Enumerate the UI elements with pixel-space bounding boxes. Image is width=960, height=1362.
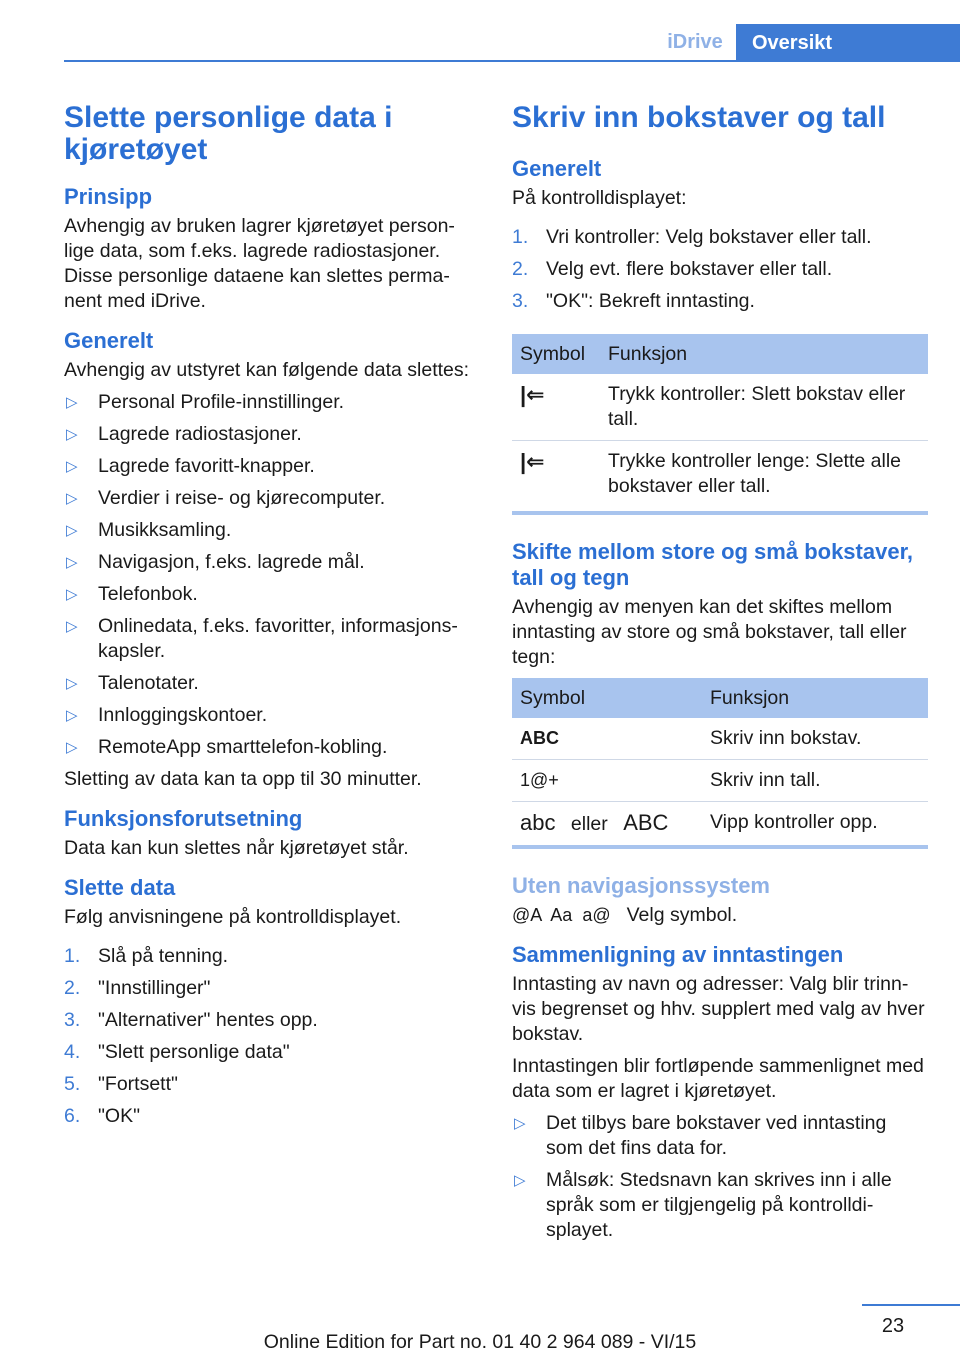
heading-general-right: Generelt xyxy=(512,156,602,181)
step-item: 2. "Innstillinger" xyxy=(64,977,211,999)
lowercase-icon: abc xyxy=(520,810,556,835)
numbers-mode-icon: 1@+ xyxy=(520,770,559,790)
general-right-intro: På kontrolldisplayet: xyxy=(512,187,687,209)
page-header xyxy=(64,0,960,62)
list-item: ▷ Talenotater. xyxy=(66,672,199,694)
list-item: ▷ Lagrede favoritt-knapper. xyxy=(66,455,315,477)
deletion-duration-note: Sletting av data kan ta opp til 30 minutter. xyxy=(64,768,422,790)
triangle-bullet-icon: ▷ xyxy=(66,618,78,635)
heading-delete-data: Slette data xyxy=(64,875,176,900)
table-row: 1@+ Skriv inn tall. xyxy=(512,760,928,802)
triangle-bullet-icon: ▷ xyxy=(66,675,78,692)
section-title-enter-letters: Skriv inn bokstaver og tall xyxy=(512,101,886,134)
delete-all-icon: |⇐ xyxy=(520,449,545,474)
step-item: 2. Velg evt. flere bokstaver eller tall. xyxy=(512,258,833,280)
header-rule xyxy=(64,60,960,62)
table-header-symbol: Symbol xyxy=(512,678,702,718)
triangle-bullet-icon: ▷ xyxy=(66,707,78,724)
select-symbol-text: Velg symbol. xyxy=(626,904,738,926)
triangle-bullet-icon: ▷ xyxy=(66,522,78,539)
deletable-data-list xyxy=(64,390,482,760)
list-item: ▷ Målsøk: Stedsnavn kan skrives inn i alle språk som er tilgjengelig på kontrolldi-splayet. xyxy=(514,1169,892,1241)
list-item: ▷ Innloggingskontoer. xyxy=(66,704,268,726)
triangle-bullet-icon: ▷ xyxy=(66,586,78,603)
heading-without-nav: Uten navigasjonssystem xyxy=(512,873,770,898)
requirement-text: Data kan kun slettes når kjøretøyet står. xyxy=(64,837,409,859)
table-header-function: Funksjon xyxy=(600,334,928,374)
table-row: abc eller ABC Vipp kontroller opp. xyxy=(512,802,928,848)
switch-case-text: Avhengig av menyen kan det skiftes mellom inntasting av store og små bokstaver, tall eller tegn: xyxy=(512,596,907,668)
uppercase-icon: ABC xyxy=(623,810,669,835)
delete-intro: Følg anvisningene på kontrolldisplayet. xyxy=(64,906,402,928)
triangle-bullet-icon: ▷ xyxy=(514,1115,526,1132)
triangle-bullet-icon: ▷ xyxy=(514,1172,526,1189)
heading-principle: Prinsipp xyxy=(64,184,153,209)
table-header-function: Funksjon xyxy=(702,678,928,718)
list-item: ▷ Navigasjon, f.eks. lagrede mål. xyxy=(66,551,365,573)
step-item: 3. "Alternativer" hentes opp. xyxy=(64,1009,318,1031)
edition-footer: Online Edition for Part no. 01 40 2 964 089 - VI/15 xyxy=(263,1331,697,1353)
principle-text: Avhengig av bruken lagrer kjøretøyet person-lige data, som f.eks. lagrede radiostasjoner. Disse personlige dataene kan slettes perma-nent med iDrive. xyxy=(64,215,455,312)
step-item: 5. "Fortsett" xyxy=(64,1073,178,1095)
list-item: ▷ RemoteApp smarttelefon-kobling. xyxy=(66,736,388,758)
general-intro: Avhengig av utstyret kan følgende data slettes: xyxy=(64,359,470,381)
list-item: ▷ Verdier i reise- og kjørecomputer. xyxy=(66,487,386,509)
compare-list xyxy=(512,1111,928,1243)
left-column xyxy=(64,102,482,1136)
heading-switch-case: Skifte mellom store og små bokstaver, tall og tegn xyxy=(512,539,914,590)
page-number: 23 xyxy=(881,1315,905,1337)
symbol-switch-icons: @A Aa a@ xyxy=(512,905,611,925)
heading-general: Generelt xyxy=(64,328,154,353)
select-symbol-row xyxy=(512,903,928,928)
triangle-bullet-icon: ▷ xyxy=(66,394,78,411)
list-item: ▷ Personal Profile-innstillinger. xyxy=(66,391,345,413)
list-item: ▷ Det tilbys bare bokstaver ved inntasting som det fins data for. xyxy=(514,1112,887,1159)
table-row: ABC Skriv inn bokstav. xyxy=(512,718,928,760)
list-item: ▷ Musikksamling. xyxy=(66,519,232,541)
compare-p1: Inntasting av navn og adresser: Valg blir trinn-vis begrenset og hhv. supplert med valg av hver bokstav. xyxy=(512,973,925,1045)
step-item: 6. "OK" xyxy=(64,1105,141,1127)
triangle-bullet-icon: ▷ xyxy=(66,490,78,507)
list-item: ▷ Lagrede radiostasjoner. xyxy=(66,423,302,445)
section-title-delete-personal-data: Slette personlige data i kjøretøyet xyxy=(64,101,393,166)
table-header-symbol: Symbol xyxy=(512,334,600,374)
footer-rule xyxy=(862,1304,960,1306)
triangle-bullet-icon: ▷ xyxy=(66,458,78,475)
triangle-bullet-icon: ▷ xyxy=(66,739,78,756)
tab-oversikt[interactable]: Oversikt xyxy=(736,24,960,62)
triangle-bullet-icon: ▷ xyxy=(66,554,78,571)
table-row: |⇐ Trykk kontroller: Slett bokstav eller tall. xyxy=(512,374,928,441)
delete-steps xyxy=(64,944,482,1129)
delete-character-icon: |⇐ xyxy=(520,382,545,407)
step-item: 4. "Slett personlige data" xyxy=(64,1041,290,1063)
input-steps xyxy=(512,225,928,314)
table-row: |⇐ Trykke kontroller lenge: Slette alle bokstaver eller tall. xyxy=(512,441,928,514)
delete-symbol-table xyxy=(512,334,928,515)
heading-requirement: Funksjonsforutsetning xyxy=(64,806,303,831)
right-column xyxy=(512,102,928,1250)
list-item: ▷ Telefonbok. xyxy=(66,583,198,605)
step-item: 3. "OK": Bekreft inntasting. xyxy=(512,290,755,312)
letters-mode-icon: ABC xyxy=(520,728,559,748)
step-item: 1. Slå på tenning. xyxy=(64,945,229,967)
tab-idrive[interactable]: iDrive xyxy=(667,31,723,53)
list-item: ▷ Onlinedata, f.eks. favoritter, informasjons-kapsler. xyxy=(66,615,458,662)
or-label: eller xyxy=(570,813,608,835)
triangle-bullet-icon: ▷ xyxy=(66,426,78,443)
step-item: 1. Vri kontroller: Velg bokstaver eller tall. xyxy=(512,226,872,248)
heading-compare: Sammenligning av inntastingen xyxy=(512,942,844,967)
case-symbol-table xyxy=(512,678,928,849)
compare-p2: Inntastingen blir fortløpende sammenlignet med data som er lagret i kjøretøyet. xyxy=(512,1055,924,1102)
